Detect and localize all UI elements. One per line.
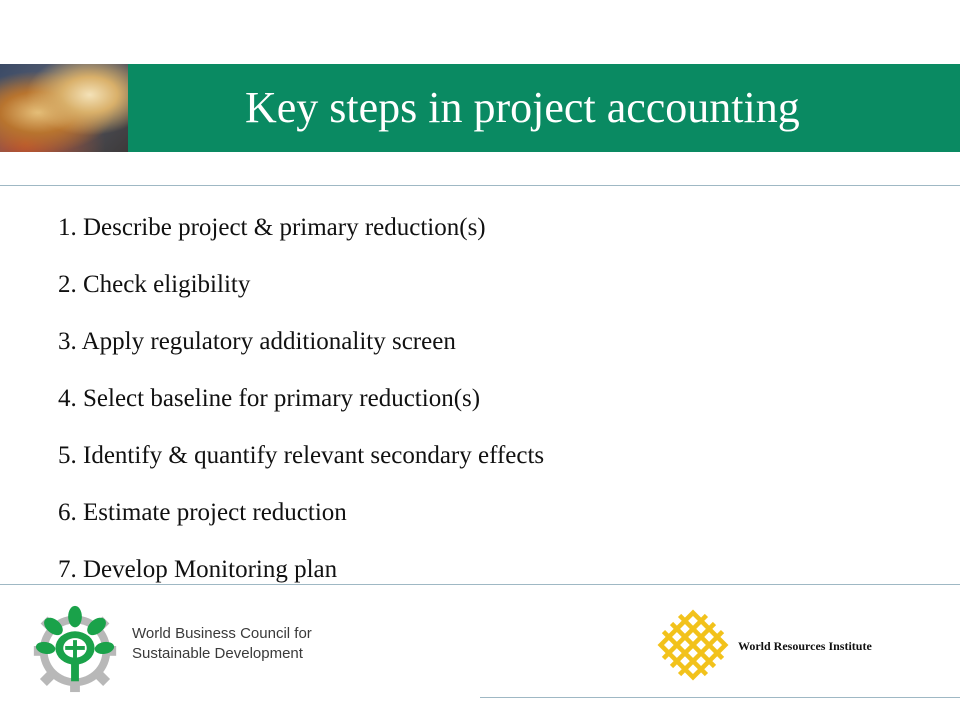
slide-title: Key steps in project accounting: [245, 83, 800, 132]
wri-logo-icon: [655, 607, 731, 683]
step-item: 5. Identify & quantify relevant secondary effects: [58, 442, 545, 469]
step-item: 1. Describe project & primary reduction(s): [58, 214, 486, 241]
step-item: 7. Develop Monitoring plan: [58, 556, 338, 583]
wbcsd-logo-icon: [26, 597, 124, 695]
step-item: 2. Check eligibility: [58, 271, 251, 298]
step-item: 6. Estimate project reduction: [58, 499, 347, 526]
wri-name: World Resources Institute: [738, 639, 872, 653]
steps-list: [58, 199, 544, 598]
bottom-divider: [480, 697, 960, 698]
step-item: 4. Select baseline for primary reduction(s): [58, 385, 481, 412]
header-cloud-image: [0, 64, 128, 152]
header-divider: [0, 185, 960, 186]
wbcsd-name: [132, 624, 312, 664]
step-item: 3. Apply regulatory additionality screen: [58, 328, 456, 355]
wbcsd-name-line1: World Business Council for: [132, 625, 312, 642]
footer-divider: [0, 584, 960, 585]
wbcsd-name-line2: Sustainable Development: [132, 645, 303, 662]
